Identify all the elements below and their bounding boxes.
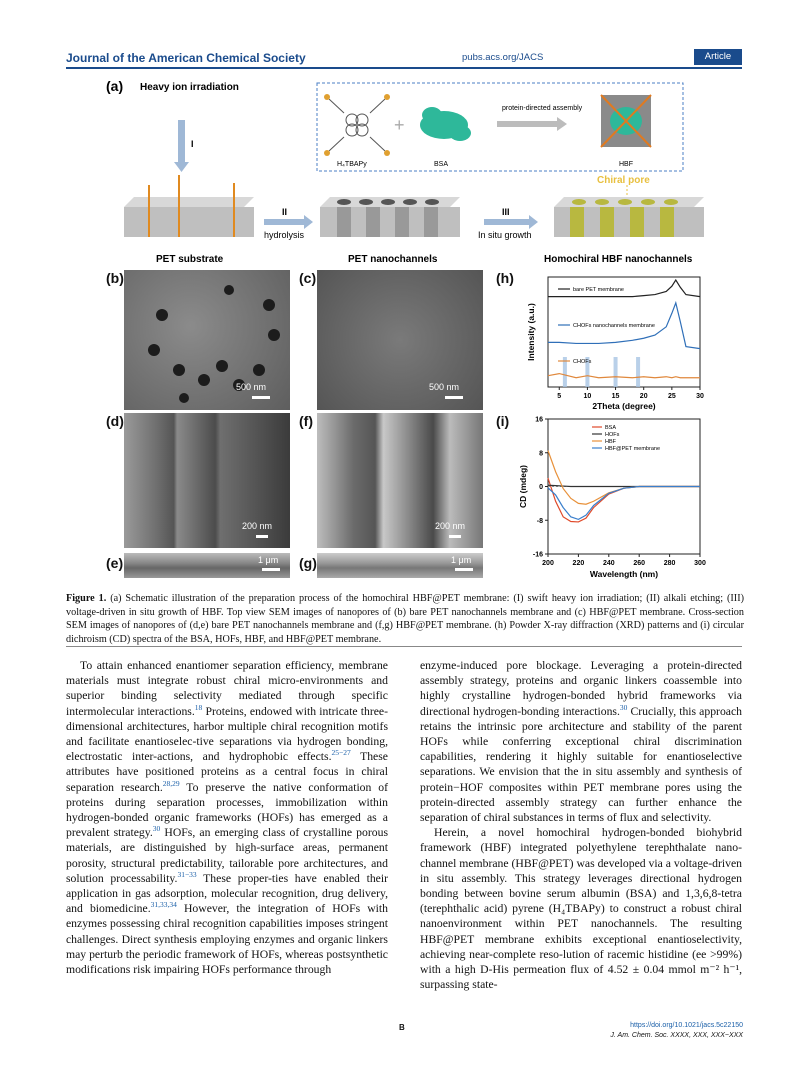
- panel-g-label: (g): [299, 555, 317, 571]
- caption-text: (a) Schematic illustration of the preparation process of the homochiral HBF@PET membrane: (I) swift heavy ion irradiation; (II) alkali etching; (III) voltage-driven in situ growth of HBF. Top view SEM images of nanopores of (b) bare PET nanochannels membrane and (c) HBF@PET membrane. Cross-section SEM images of nanopores of (d,e) bare PET nanochannels membrane and (f,g) HBF@PET membrane. (h) Powder X-ray diffraction (XRD) patterns and (i) circular dichroism (CD) spectra of the BSA, HOFs, HBF, and HBF@PET membrane.: [66, 593, 744, 645]
- panel-d-label: (d): [106, 413, 124, 429]
- sem-image-c: [317, 270, 483, 410]
- xrd-legend-label-1: CHOFs nanochannels membrane: [573, 323, 655, 329]
- sem-image-d: [124, 413, 290, 548]
- citation: J. Am. Chem. Soc. XXXX, XXX, XXX−XXX: [610, 1032, 743, 1039]
- cd-y-tick-label: 16: [535, 416, 543, 424]
- hbf-nanochannels-slab: [554, 197, 704, 237]
- panel-a-label: (a): [106, 78, 124, 94]
- cd-x-axis-label: Wavelength (nm): [589, 569, 659, 579]
- cd-legend-label-1: HOFs: [605, 432, 620, 438]
- body-column-right: [420, 658, 742, 992]
- body-text-run: Proteins, endowed with intricate three-dimensional architectures, harbor multiple chiral recognition motifs and facilitate enantioselec-tive separations via hydrogen bonding, electrostatic inter-actions, and hydrophobic effects.: [66, 704, 388, 764]
- journal-title[interactable]: Journal of the American Chemical Society: [66, 51, 306, 65]
- cd-series-line-3: [548, 487, 700, 520]
- citation-ref-link[interactable]: 31−33: [177, 869, 197, 879]
- citation-ref-link[interactable]: 30: [152, 824, 161, 834]
- scalebar-b-bar: [252, 396, 270, 399]
- body-text-run: To preserve the native conformation of proteins during separation processes, immobilization within hydrogen-bonded organic frameworks (HOFs) has emerged as a prevalent strategy.: [66, 780, 388, 840]
- body-text-run: HOFs, an emerging class of crystalline porous materials, are distinguished by high-surface areas, permanent porosity, structural predictability, tailorable pore architectures, and solution processability.: [66, 826, 388, 885]
- body-text-run: These attributes have positioned proteins as a central focus in chiral separation research.: [66, 750, 388, 794]
- xrd-x-tick-label: 30: [696, 393, 704, 400]
- journal-url-link[interactable]: pubs.acs.org/JACS: [462, 52, 544, 63]
- arrow-ii-head: [304, 215, 313, 229]
- body-text-run: To attain enhanced enantiomer separation efficiency, membrane materials must integrate robust chiral micro-environments and superior binding selectivity mediated through specific intermolecular interactions.: [66, 659, 388, 718]
- panel-h-label: (h): [496, 270, 514, 286]
- cd-y-tick-label: 8: [539, 450, 543, 458]
- cd-x-tick-label: 220: [572, 560, 585, 567]
- xrd-series-line-2: [548, 374, 700, 378]
- cd-y-axis-label: CD (mdeg): [518, 465, 528, 508]
- scalebar-d-text: 200 nm: [242, 521, 273, 531]
- body-text-run: However, the integration of HOFs with enzymes possessing chiral recognition capabilities imposes stringent challenges. Direct synthesis employing enzymes and organic linkers may perturb the periodic framework of HOFs, whereas postsynthetic modifications risk impairing HOFs performance through: [66, 902, 388, 977]
- xrd-series-line-0: [548, 280, 700, 297]
- pet-substrate-slab: [124, 175, 254, 237]
- doi-block: [585, 1021, 743, 1041]
- paragraph-intro: [66, 658, 388, 977]
- assembly-arrow-head: [557, 117, 567, 131]
- step-iii-label: III: [502, 207, 510, 217]
- assembly-label: [502, 105, 583, 112]
- panel-f-label: (f): [299, 413, 313, 429]
- xrd-x-tick-label: 20: [639, 393, 648, 400]
- scalebar-g-bar: [455, 568, 473, 571]
- pet-nanochannels-label: PET nanochannels: [348, 254, 438, 265]
- panel-i-label: (i): [496, 413, 510, 429]
- hbf-crystal-icon: [601, 95, 651, 147]
- citation-ref-link[interactable]: 18: [194, 702, 203, 712]
- scalebar-c-bar: [445, 396, 463, 399]
- scalebar-c-text: 500 nm: [429, 382, 460, 392]
- in-situ-growth-label: In situ growth: [478, 230, 532, 240]
- figure-caption: [66, 592, 744, 646]
- hydrolysis-label: hydrolysis: [264, 230, 305, 240]
- header-rule: [66, 67, 742, 69]
- cd-chart: [514, 415, 710, 585]
- xrd-plot-frame: [548, 277, 700, 387]
- panel-a-schematic: [104, 75, 710, 265]
- figure-1: [104, 75, 710, 585]
- arrow-ii-shaft: [264, 219, 304, 225]
- cd-legend-label-3: HBF@PET membrane: [605, 446, 660, 452]
- page-number: B: [399, 1023, 405, 1032]
- xrd-highlight-band: [614, 357, 618, 387]
- h4tbapy-label: H₄TBAPy: [337, 161, 367, 168]
- xrd-legend-label-0: bare PET membrane: [573, 287, 624, 293]
- arrow-i-head: [174, 162, 189, 172]
- xrd-highlight-band: [636, 357, 640, 387]
- caption-divider: [66, 646, 742, 647]
- chiral-pore-label: Chiral pore: [597, 175, 650, 186]
- xrd-y-axis-label: Intensity (a.u.): [526, 303, 536, 361]
- arrow-iii-shaft: [484, 219, 529, 225]
- hbf-label: HBF: [619, 161, 633, 168]
- hbf-nanochannels-label: Homochiral HBF nanochannels: [544, 254, 693, 265]
- scalebar-b-text: 500 nm: [236, 382, 267, 392]
- xrd-x-tick-label: 15: [611, 393, 620, 400]
- scalebar-f-bar: [449, 535, 461, 538]
- panel-b-label: (b): [106, 270, 124, 286]
- step-ii-label: II: [282, 207, 288, 217]
- body-text-run: enzyme-induced pore blockage. Leveraging a protein-directed assembly strategy, proteins and organic linkers coassemble into highly crystalline hydrogen-bonded hybrid frameworks via directional hydrogen-bonding interactions.: [420, 659, 742, 718]
- citation-ref-link[interactable]: 25−27: [331, 748, 351, 758]
- cd-y-tick-label: 0: [539, 484, 543, 491]
- h4tbapy-molecule-icon: [324, 94, 390, 156]
- body-text-run: Herein, a novel homochiral hydrogen-bonded biohybrid framework (HBF) integrated polyethylene terephthalate nano-channel membrane (HBF@PET) was developed via a voltage-driven in situ assembly. This strategy leverages directional hydrogen bonding between bovine serum albumin (BSA) and 1,3,6,8-tetra (terephthalic acid) pyrene (H₄TBAPy) to construct a robust chiral nanoenvironment within PET nanochannels. The resulting HBF@PET membrane exhibits exceptional enantioselectivity, achieving near-complete reso-lution of racemic histidine (ee >99%) with a high D-His permeation flux of 4.52 ± 0.04 mmol m⁻² h⁻¹, surpassing state-: [420, 826, 742, 992]
- scalebar-g-text: 1 μm: [451, 555, 472, 565]
- arrow-iii-head: [529, 215, 538, 229]
- cd-series-line-0: [548, 478, 700, 522]
- sem-image-g: [317, 553, 483, 578]
- cd-y-tick-label: -8: [536, 517, 543, 525]
- cd-legend-label-2: HBF: [605, 439, 616, 445]
- cd-legend-label-0: BSA: [605, 425, 617, 431]
- pet-nanochannels-slab: [320, 197, 460, 237]
- arrow-i-shaft: [178, 120, 185, 162]
- step-i-label: I: [191, 139, 194, 149]
- bsa-label: BSA: [434, 161, 449, 168]
- irradiation-label: Heavy ion irradiation: [140, 82, 239, 93]
- body-column-left: [66, 658, 388, 977]
- plus-icon: +: [394, 115, 405, 135]
- panel-e-label: (e): [106, 555, 124, 571]
- xrd-legend-label-2: CHOFs: [573, 359, 592, 365]
- xrd-x-axis-label: 2Theta (degree): [592, 401, 656, 411]
- sem-image-e: [124, 553, 290, 578]
- panel-c-label: (c): [299, 270, 317, 286]
- citation-ref-link[interactable]: 30: [619, 702, 628, 712]
- xrd-x-tick-label: 5: [557, 393, 562, 400]
- sem-image-b: [124, 270, 290, 410]
- article-type-badge: Article: [694, 49, 742, 65]
- scalebar-f-text: 200 nm: [435, 521, 466, 531]
- cd-x-tick-label: 280: [663, 560, 676, 567]
- pet-substrate-label: PET substrate: [156, 254, 224, 265]
- doi-link[interactable]: https://doi.org/10.1021/jacs.5c22150: [630, 1022, 743, 1029]
- bsa-protein-icon: [420, 107, 471, 141]
- cd-series-line-2: [548, 451, 700, 505]
- xrd-chart: [514, 273, 710, 413]
- cd-x-tick-label: 240: [602, 560, 615, 567]
- cd-y-tick-label: -16: [532, 551, 543, 559]
- citation-ref-link[interactable]: 28,29: [162, 778, 180, 788]
- citation-ref-link[interactable]: 31,33,34: [150, 900, 177, 910]
- scalebar-e-text: 1 μm: [258, 555, 279, 565]
- scalebar-d-bar: [256, 535, 268, 538]
- xrd-x-tick-label: 25: [667, 393, 676, 400]
- assembly-label-text: protein-directed assembly: [502, 105, 583, 112]
- body-text-run: These proper-ties have enabled their application in gas adsorption, molecular recognition, drug delivery, and biomedicine.: [66, 871, 388, 916]
- body-text-run: Crucially, this approach retains the intrinsic pore architecture and stability of the parent HOFs while conferring exceptional chiral discrimination capabilities, rendering it highly suitable for enantioselective separations. We envision that the in situ assembly and synthesis of protein−HOF composites within PET membrane pores using the protein-directed assembly strategy can further enhance the separation of chiral substances in terms of flux and selectivity.: [420, 704, 743, 825]
- cd-x-tick-label: 200: [542, 560, 554, 567]
- caption-label: Figure 1.: [66, 593, 107, 604]
- scalebar-e-bar: [262, 568, 280, 571]
- assembly-arrow-shaft: [497, 121, 557, 127]
- xrd-x-tick-label: 10: [583, 393, 592, 400]
- sem-image-f: [317, 413, 483, 548]
- paragraph-continued: [420, 658, 742, 825]
- cd-x-tick-label: 300: [694, 560, 706, 567]
- cd-x-tick-label: 260: [633, 560, 646, 567]
- paragraph-herein: [420, 825, 742, 992]
